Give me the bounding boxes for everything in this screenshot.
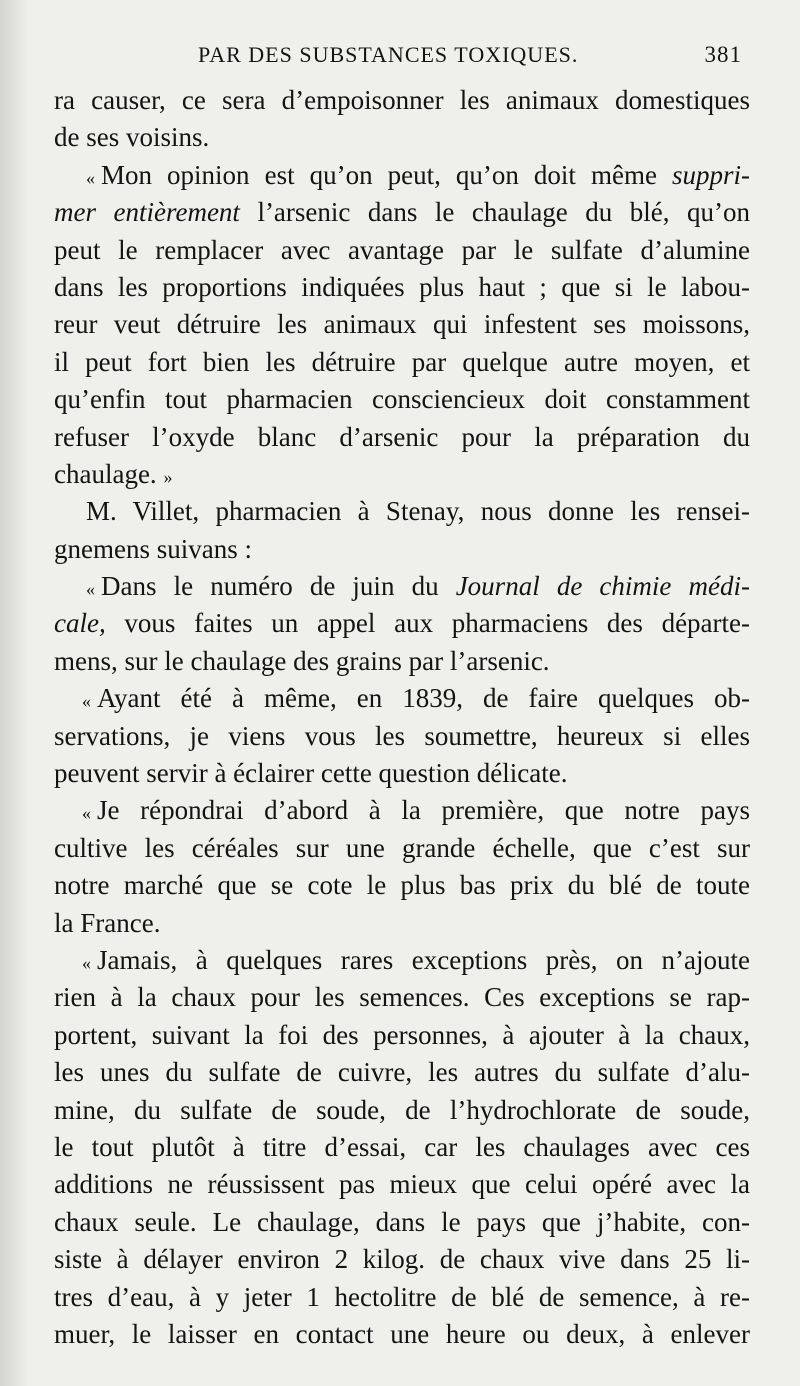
page-text: [54, 82, 750, 1353]
text-line: la France.: [54, 907, 161, 938]
close-quote: »: [163, 466, 173, 487]
open-quote: «: [86, 579, 95, 600]
text-line: chaux seule. Le chaulage, dans le pays que j’habite, con-: [54, 1206, 750, 1237]
text-line: cale, vous faites un appel aux pharmaciens des départe-: [54, 608, 751, 639]
text-line: le tout plutôt à titre d’essai, car les chaulages avec ces: [54, 1131, 750, 1162]
gutter-shadow: [0, 0, 30, 1386]
text-line: mens, sur le chaulage des grains par l’arsenic.: [54, 645, 550, 676]
text-line: mine, du sulfate de soude, de l’hydrochlorate de soude,: [54, 1094, 750, 1125]
text-line: additions ne réussissent pas mieux que celui opéré avec la: [54, 1169, 750, 1200]
running-title: PAR DES SUBSTANCES TOXIQUES.: [198, 42, 579, 67]
text-line: mer entièrement l’arsenic dans le chaulage du blé, qu’on: [54, 197, 750, 228]
page-number: 381: [704, 42, 742, 67]
open-quote: «: [82, 952, 91, 973]
text-line: rien à la chaux pour les semences. Ces exceptions se rap-: [54, 982, 750, 1013]
text-line: notre marché que se cote le plus bas prix du blé de toute: [54, 870, 750, 901]
text-line: « Jamais, à quelques rares exceptions près, on n’ajoute: [82, 944, 750, 975]
text-line: peut le remplacer avec avantage par le sulfate d’alumine: [54, 234, 750, 265]
text-line: ra causer, ce sera d’empoisonner les animaux domestiques: [54, 85, 750, 115]
text-line: « Mon opinion est qu’on peut, qu’on doit même suppri-: [86, 159, 751, 190]
text-line: servations, je viens vous les soumettre, heureux si elles: [54, 720, 750, 751]
italic-text: suppri-: [672, 159, 751, 190]
text-line: « Je répondrai d’abord à la première, que notre pays: [82, 795, 750, 826]
text-line: cultive les céréales sur une grande échelle, que c’est sur: [54, 832, 750, 863]
open-quote: «: [86, 167, 95, 188]
text-line: dans les proportions indiquées plus haut ; que si le labou-: [54, 271, 750, 302]
text-line: portent, suivant la foi des personnes, à ajouter à la chaux,: [54, 1019, 750, 1050]
text-line: « Dans le numéro de juin du Journal de chimie médi-: [86, 571, 750, 602]
italic-text: cale,: [54, 608, 106, 639]
text-line: refuser l’oxyde blanc d’arsenic pour la préparation du: [54, 421, 750, 452]
text-line: muer, le laisser en contact une heure ou deux, à enlever: [54, 1318, 750, 1349]
open-quote: «: [82, 803, 91, 824]
text-line: de ses voisins.: [54, 122, 210, 153]
text-line: M. Villet, pharmacien à Stenay, nous donne les rensei-: [86, 496, 750, 527]
text-line: siste à délayer environ 2 kilog. de chaux vive dans 25 li-: [54, 1244, 750, 1275]
text-line: reur veut détruire les animaux qui infestent ses moissons,: [54, 309, 750, 340]
text-line: peuvent servir à éclairer cette question délicate.: [54, 758, 568, 789]
open-quote: «: [82, 691, 91, 712]
text-line: « Ayant été à même, en 1839, de faire quelques ob-: [82, 683, 750, 714]
italic-text: Journal de chimie médi-: [455, 571, 750, 602]
text-line: qu’enfin tout pharmacien consciencieux doit constamment: [54, 384, 750, 415]
page-header: [198, 42, 742, 76]
text-line: tres d’eau, à y jeter 1 hectolitre de blé de semence, à re-: [54, 1281, 750, 1312]
italic-text: mer entièrement: [54, 197, 240, 228]
text-line: les unes du sulfate de cuivre, les autres du sulfate d’alu-: [54, 1057, 750, 1088]
text-line: gnemens suivans :: [54, 533, 252, 564]
text-line: chaulage. »: [54, 458, 173, 489]
text-line: il peut fort bien les détruire par quelque autre moyen, et: [54, 346, 750, 377]
